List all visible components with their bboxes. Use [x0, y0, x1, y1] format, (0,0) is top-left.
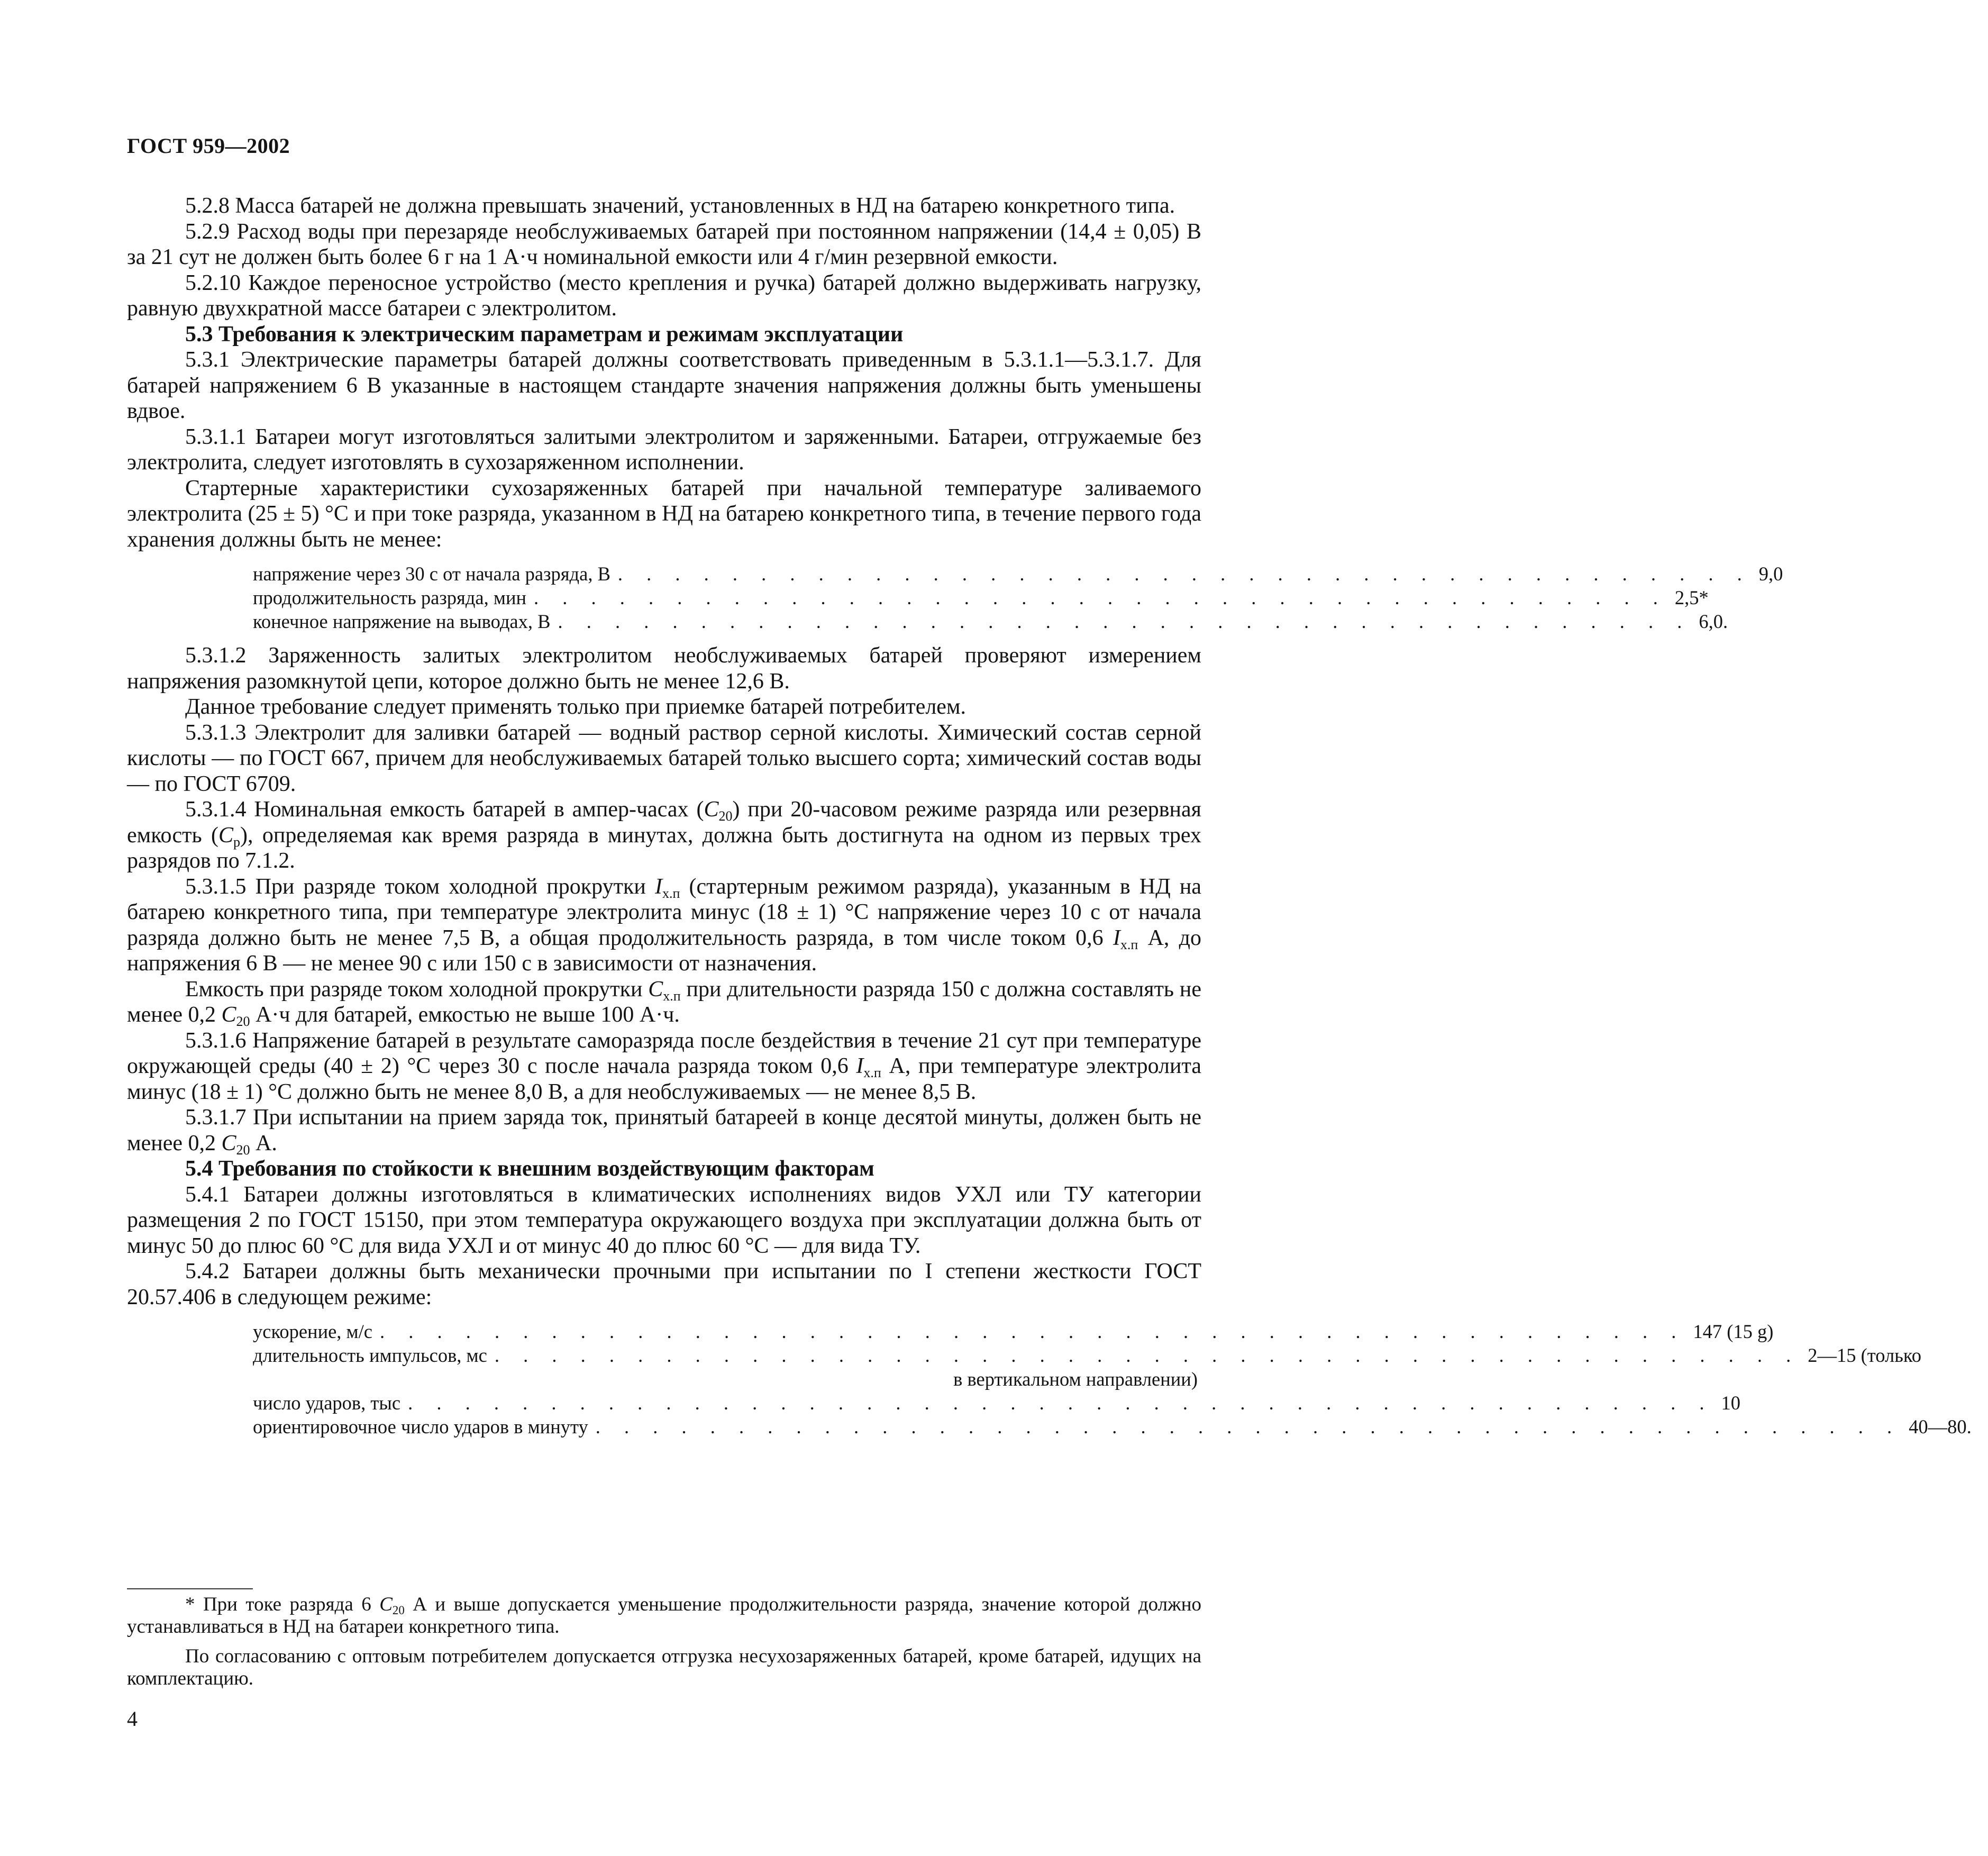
list-item-label: ориентировочное число ударов в минуту — [253, 1416, 588, 1438]
paragraph-5-2-10: 5.2.10 Каждое переносное устройство (место крепления и ручка) батарей должно выдерживать нагрузку, равную двухкратной массе батареи с электролитом. — [127, 270, 1201, 321]
list-item — [253, 1343, 1921, 1367]
paragraph-5-3-1-6: 5.3.1.6 Напряжение батарей в результате саморазряда после бездействия в течение 21 сут при температуре окружающей среды (40 ± 2) °С через 30 с после начала разряда током 0,6 $I_{х.п}$ А, при температуре электролита минус (18 ± 1) °С должно быть не менее 8,0 В, а для необслуживаемых — не менее 8,5 В. — [127, 1028, 1201, 1104]
list-item-value: 2,5* — [1674, 587, 1709, 608]
list-item-label: напряжение через 30 с от начала разряда, В — [253, 563, 610, 585]
list-item-value: 6,0. — [1699, 611, 1728, 632]
paragraph-5-3-1-5: 5.3.1.5 При разряде током холодной прокрутки $I_{х.п}$ (стартерным режимом разряда), указанным в НД на батарею конкретного типа, при температуре электролита минус (18 ± 1) °С напряжение через 10 с от начала разряда должно быть не менее 7,5 В, а общая продолжительность разряда, в том числе током 0,6 $I_{х.п}$ А, до напряжения 6 В — не менее 90 с или 150 с в зависимости от назначения. — [127, 874, 1202, 976]
list-item-label: число ударов, тыс — [253, 1392, 401, 1414]
section-heading-5-3: 5.3 Требования к электрическим параметрам и режимам эксплуатации — [185, 322, 904, 347]
section-heading-5-4: 5.4 Требования по стойкости к внешним воздействующим факторам — [185, 1157, 874, 1181]
list-item-value: 147 (15 g) — [1693, 1321, 1774, 1342]
paragraph-starter-characteristics: Стартерные характеристики сухозаряженных батарей при начальной температуре заливаемого электролита (25 ± 5) °С и при токе разряда, указанном в НД на батарею конкретного типа, в течение первого года хранения должны быть не менее: — [127, 476, 1201, 552]
leader-dots: . . . . . . . . . . . . . . . . . . . . . . . . . . . . . . . . . . . . . . . . . . . . . . — [595, 1416, 1902, 1438]
paragraph-5-3-1-4: 5.3.1.4 Номинальная емкость батарей в ампер-часах $(C_{20})$ при 20-часовом режиме разряда или резервная емкость $(C_p)$, определяемая как время разряда в минутах, должна быть достигнута на одном из первых трех разрядов по 7.1.2. — [127, 797, 1201, 873]
paragraph-5-2-8: 5.2.8 Масса батарей не должна превышать значений, установленных в НД на батарею конкретного типа. — [185, 194, 1175, 218]
list-item — [253, 609, 1728, 633]
list-item-value: 9,0 — [1758, 563, 1783, 585]
list-item-label: продолжительность разряда, мин — [253, 587, 527, 608]
document-body — [127, 193, 1972, 1448]
list-item-label: длительность импульсов, мс — [253, 1344, 487, 1366]
footnote-divider — [127, 1588, 253, 1589]
mechanical-test-list — [253, 1320, 1972, 1439]
paragraph-5-2-9: 5.2.9 Расход воды при перезаряде необслуживаемых батарей при постоянном напряжении (14,4 ± 0,05) В за 21 сут не должен быть более 6 г на 1 А·ч номинальной емкости или 4 г/мин резервной емкости. — [127, 219, 1201, 269]
list-item-label: ускорение, м/с — [253, 1321, 372, 1342]
list-item — [253, 1391, 1740, 1415]
footnote-asterisk: * При токе разряда 6 $C_{20}$ А и выше допускается уменьшение продолжительности разряда, значение которой должно устанавливаться в НД на батареи конкретного типа. — [127, 1594, 1202, 1637]
starter-characteristics-list — [253, 562, 1783, 633]
document-header: ГОСТ 959—2002 — [127, 134, 290, 158]
list-item — [253, 1415, 1972, 1439]
paragraph-5-4-2: 5.4.2 Батареи должны быть механически прочными при испытании по I степени жесткости ГОСТ 20.57.406 в следующем режиме: — [127, 1259, 1201, 1309]
leader-dots: . . . . . . . . . . . . . . . . . . . . . . . . . . . . . . . . . . . . . . . . — [617, 563, 1752, 585]
list-item-continuation: в вертикальном направлении) — [953, 1368, 1198, 1390]
page-number: 4 — [127, 1707, 138, 1731]
leader-dots: . . . . . . . . . . . . . . . . . . . . . . . . . . . . . . . . . . . . . . . . . . . . . . — [380, 1321, 1686, 1342]
paragraph-5-3-1-1: 5.3.1.1 Батареи могут изготовляться залитыми электролитом и заряженными. Батареи, отгружаемые без электролита, следует изготовлять в сухозаряженном исполнении. — [127, 424, 1201, 475]
footnote-wholesale: По согласованию с оптовым потребителем допускается отгрузка несухозаряженных батарей, кроме батарей, идущих на комплектацию. — [127, 1645, 1201, 1689]
leader-dots: . . . . . . . . . . . . . . . . . . . . . . . . . . . . . . . . . . . . . . . . — [534, 587, 1667, 608]
paragraph-5-3-1-7: 5.3.1.7 При испытании на прием заряда ток, принятый батареей в конце десятой минуты, должен быть не менее 0,2 $C_{20}$ А. — [127, 1105, 1201, 1158]
paragraph-5-4-1: 5.4.1 Батареи должны изготовляться в климатических исполнениях видов УХЛ или ТУ категории размещения 2 по ГОСТ 15150, при этом температура окружающего воздуха при эксплуатации должна быть от минус 50 до плюс 60 °С для вида УХЛ и от минус 40 до плюс 60 °С — для вида ТУ. — [127, 1182, 1201, 1258]
paragraph-5-3-1-3: 5.3.1.3 Электролит для заливки батарей — водный раствор серной кислоты. Химический состав серной кислоты — по ГОСТ 667, причем для необслуживаемых батарей только высшего сорта; химический состав воды — по ГОСТ 6709. — [127, 720, 1201, 796]
leader-dots: . . . . . . . . . . . . . . . . . . . . . . . . . . . . . . . . . . . . . . . . . . . . . . — [494, 1344, 1801, 1366]
leader-dots: . . . . . . . . . . . . . . . . . . . . . . . . . . . . . . . . . . . . . . . . — [558, 611, 1692, 632]
list-item-value: 40—80. — [1909, 1416, 1972, 1438]
list-item — [253, 562, 1783, 586]
list-item-value: 10 — [1721, 1392, 1740, 1414]
list-item — [253, 586, 1709, 609]
paragraph-acceptance-note: Данное требование следует применять только при приемке батарей потребителем. — [185, 695, 966, 719]
paragraph-capacity-cold-cranking: Емкость при разряде током холодной прокрутки $C_{х.п}$ при длительности разряда 150 с должна составлять не менее 0,2 $C_{20}$ А·ч для батарей, емкостью не выше 100 А·ч. — [127, 977, 1201, 1029]
list-item-value: 2—15 (только — [1808, 1344, 1921, 1366]
list-item — [253, 1320, 1774, 1343]
paragraph-5-3-1: 5.3.1 Электрические параметры батарей должны соответствовать приведенным в 5.3.1.1—5.3.1.7. Для батарей напряжением 6 В указанные в настоящем стандарте значения напряжения должны быть уменьшены вдвое. — [127, 348, 1201, 423]
footnotes — [127, 1594, 1201, 1697]
paragraph-5-3-1-2: 5.3.1.2 Заряженность залитых электролитом необслуживаемых батарей проверяют измерением напряжения разомкнутой цепи, которое должно быть не менее 12,6 В. — [127, 643, 1201, 694]
list-item-label: конечное напряжение на выводах, В — [253, 611, 551, 632]
leader-dots: . . . . . . . . . . . . . . . . . . . . . . . . . . . . . . . . . . . . . . . . . . . . . . — [408, 1392, 1714, 1414]
